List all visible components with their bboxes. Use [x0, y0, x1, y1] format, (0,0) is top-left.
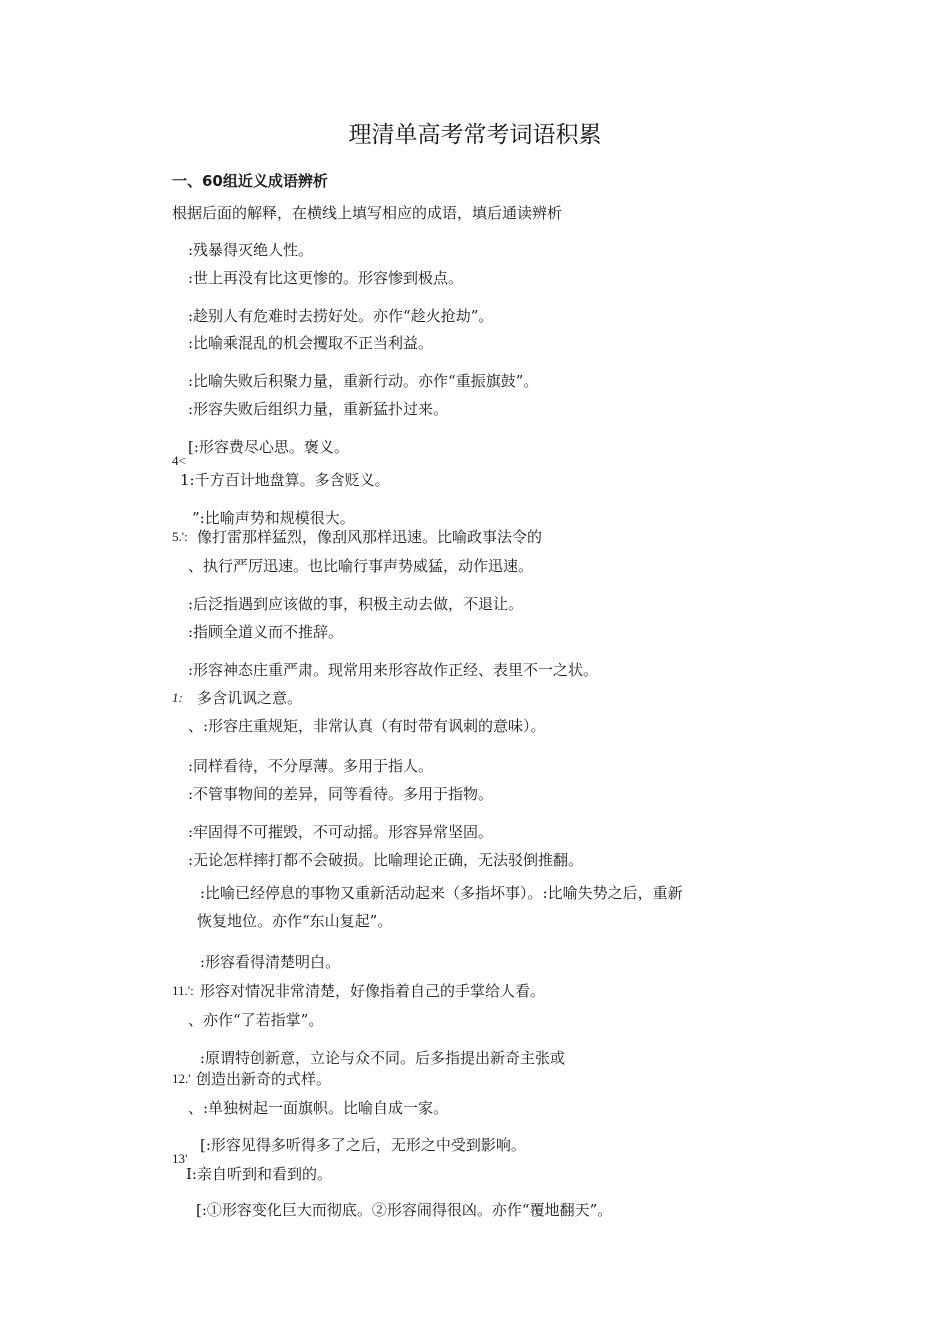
intro-text: 根据后面的解释，在横线上填写相应的成语，填后通读辨析: [172, 204, 563, 222]
entry-line: 、亦作“了若指掌”。: [188, 1011, 324, 1029]
entry-line: :同样看待，不分厚薄。多用于指人。: [188, 757, 434, 775]
section-heading: 一、60组近义成语辨析: [172, 172, 328, 190]
entry-line: :形容神态庄重严肃。现常用来形容故作正经、表里不一之状。: [188, 661, 599, 679]
item-number: 5.':: [172, 529, 188, 544]
entry-line: :世上再没有比这更惨的。形容惨到极点。: [188, 269, 464, 287]
entry-line: 创造出新奇的式样。: [196, 1070, 332, 1088]
entry-line: :牢固得不可摧毁，不可动摇。形容异常坚固。: [188, 823, 494, 841]
entry-line: ”:比喻声势和规模很大。: [192, 509, 355, 527]
entry-line: 恢复地位。亦作“东山复起”。: [197, 912, 393, 930]
item-number: 1:: [172, 690, 183, 705]
entry-line: [:形容费尽心思。褒义。: [188, 438, 349, 456]
entry-line: 像打雷那样猛烈，像刮风那样迅速。比喻政事法令的: [197, 528, 543, 546]
entry-line: :原谓特创新意，立论与众不同。后多指提出新奇主张或: [200, 1049, 566, 1067]
entry-line: 多含讥讽之意。: [197, 689, 303, 707]
entry-line: 形容对情况非常清楚，好像指着自己的手掌给人看。: [200, 982, 546, 1000]
entry-line: :比喻已经停息的事物又重新活动起来（多指坏事）。:比喻失势之后，重新: [200, 884, 683, 902]
entry-line: 、执行严厉迅速。也比喻行事声势威猛，动作迅速。: [188, 557, 534, 575]
entry-line: :指顾全道义而不推辞。: [188, 623, 344, 641]
item-number: 13': [172, 1151, 188, 1166]
entry-line: :趁别人有危难时去捞好处。亦作“趁火抢劫”。: [188, 307, 494, 325]
entry-line: 、:单独树起一面旗帜。比喻自成一家。: [188, 1099, 449, 1117]
entry-line: [:形容见得多听得多了之后，无形之中受到影响。: [200, 1136, 526, 1154]
item-number: 4<: [172, 453, 186, 468]
entry-line: :比喻乘混乱的机会攫取不正当利益。: [188, 334, 434, 352]
entry-line: 、:形容庄重规矩，非常认真（有时带有讽刺的意味）。: [188, 717, 546, 735]
entry-line: :不管事物间的差异，同等看待。多用于指物。: [188, 785, 494, 803]
page-title: 理清单高考常考词语积累: [348, 122, 602, 148]
entry-line: :后泛指遇到应该做的事，积极主动去做，不退让。: [188, 595, 524, 613]
entry-line: :比喻失败后积聚力量，重新行动。亦作“重振旗鼓”。: [188, 372, 539, 390]
entry-line: :形容看得清楚明白。: [200, 953, 341, 971]
item-number: 11.':: [172, 983, 194, 998]
entry-line: I:亲自听到和看到的。: [186, 1165, 332, 1183]
entry-line: 1:千方百计地盘算。多含贬义。: [180, 471, 390, 489]
item-number: 12.': [172, 1071, 191, 1086]
entry-line: :形容失败后组织力量，重新猛扑过来。: [188, 400, 449, 418]
entry-line: [:①形容变化巨大而彻底。②形容闹得很凶。亦作“覆地翻天”。: [196, 1201, 613, 1219]
entry-line: :残暴得灭绝人性。: [188, 241, 314, 259]
entry-line: :无论怎样摔打都不会破损。比喻理论正确，无法驳倒推翻。: [188, 851, 584, 869]
